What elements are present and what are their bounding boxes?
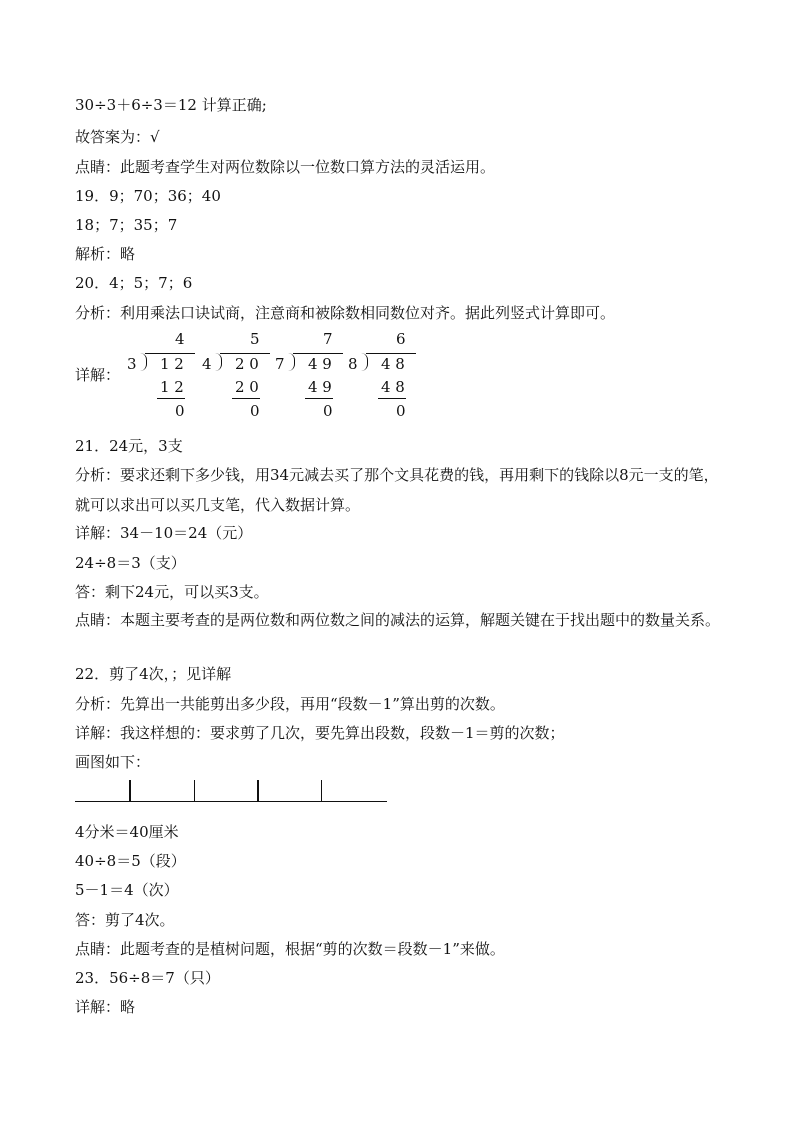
division-dividend: 4 8 (381, 355, 405, 373)
division-quotient: 7 (323, 330, 333, 348)
division-bracket (361, 353, 368, 371)
division-divisor: 8 (348, 355, 358, 373)
text-line: 画图如下： (75, 753, 151, 771)
division-underline (305, 398, 333, 399)
division-remainder: 0 (323, 402, 333, 420)
division-quotient: 6 (396, 330, 406, 348)
division-bar (145, 353, 195, 354)
text-paragraph: 点睛：本题主要考查的是两位数和两位数之间的减法的运算，解题关键在于找出题中的数量关系。 (75, 611, 721, 629)
division-dividend: 1 2 (160, 355, 184, 373)
division-underline (232, 398, 260, 399)
division-dividend: 4 9 (308, 355, 332, 373)
text-line: 18；7；35；7 (75, 216, 178, 234)
division-subtract: 4 9 (308, 378, 332, 396)
question-20-answer: 20．4；5；7；6 (75, 274, 193, 292)
question-22-answer: 22．剪了4次，；见详解 (75, 665, 232, 683)
text-line: 24÷8＝3（支） (75, 554, 186, 572)
division-bracket (288, 353, 295, 371)
long-division (273, 330, 353, 425)
question-23-answer: 23．56÷8＝7（只） (75, 969, 220, 987)
text-line: 点睛：此题考查的是植树问题，根据“剪的次数＝段数－1”来做。 (75, 940, 505, 958)
division-remainder: 0 (175, 402, 185, 420)
division-quotient: 5 (250, 330, 260, 348)
division-label: 详解： (75, 366, 121, 384)
text-line: 故答案为：√ (75, 128, 160, 146)
text-line: 解析：略 (75, 245, 136, 263)
text-paragraph: 分析：要求还剩下多少钱，用34元减去买了那个文具花费的钱，再用剩下的钱除以8元一支的笔，就可以求出可以买几支笔，代入数据计算。 (75, 466, 719, 514)
division-divisor: 4 (202, 355, 212, 373)
division-remainder: 0 (250, 402, 260, 420)
division-subtract: 4 8 (381, 378, 405, 396)
text-line: 详解：略 (75, 998, 136, 1016)
rope-cut-diagram (75, 776, 387, 806)
division-divisor: 7 (275, 355, 285, 373)
text-line: 答：剪了4次。 (75, 911, 175, 929)
text-line: 40÷8＝5（段） (75, 852, 186, 870)
text-line: 答：剩下24元，可以买3支。 (75, 583, 269, 601)
division-underline (378, 398, 406, 399)
text-line: 分析：利用乘法口诀试商，注意商和被除数相同数位对齐。据此列竖式计算即可。 (75, 304, 616, 322)
division-divisor: 3 (127, 355, 137, 373)
question-21-answer: 21．24元，3支 (75, 437, 183, 455)
division-bar (220, 353, 270, 354)
division-quotient: 4 (175, 330, 185, 348)
cut-mark (129, 780, 131, 802)
division-subtract: 2 0 (235, 378, 259, 396)
cut-mark (194, 780, 195, 802)
division-dividend: 2 0 (235, 355, 259, 373)
text-line: 4分米＝40厘米 (75, 823, 179, 841)
long-division (346, 330, 426, 425)
cut-mark (321, 780, 322, 802)
question-19-answer: 19．9；70；36；40 (75, 187, 221, 205)
division-bracket (140, 353, 147, 371)
text-line: 30÷3＋6÷3＝12 计算正确; (75, 96, 267, 114)
long-division (200, 330, 280, 425)
rope-line (75, 801, 387, 802)
cut-mark (257, 780, 259, 802)
text-line: 详解：34－10＝24（元） (75, 524, 253, 542)
long-division (125, 330, 205, 425)
division-subtract: 1 2 (160, 378, 184, 396)
text-line: 详解：我这样想的：要求剪了几次，要先算出段数，段数－1＝剪的次数； (75, 724, 565, 742)
division-bar (293, 353, 343, 354)
text-line: 点睛：此题考查学生对两位数除以一位数口算方法的灵活运用。 (75, 158, 496, 176)
text-line: 分析：先算出一共能剪出多少段，再用“段数－1”算出剪的次数。 (75, 695, 505, 713)
text-line: 5－1＝4（次） (75, 881, 179, 899)
division-bracket (215, 353, 222, 371)
division-remainder: 0 (396, 402, 406, 420)
division-bar (366, 353, 416, 354)
division-underline (157, 398, 185, 399)
